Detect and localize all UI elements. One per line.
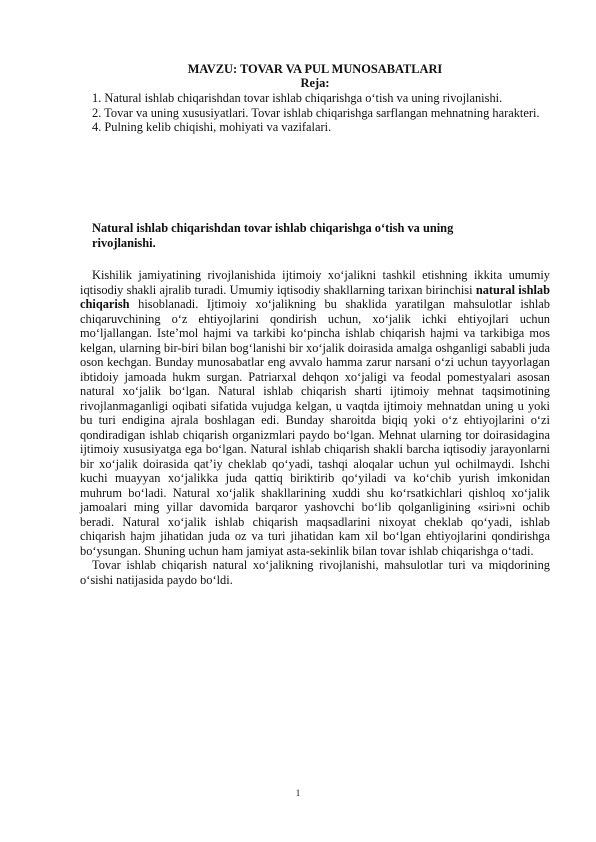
document-title: MAVZU: TOVAR VA PUL MUNOSABATLARI (187, 62, 443, 76)
paragraph-text: Kishilik jamiyatining rivojlanishida ijtimoiy xo‘jalikni tashkil etishning ikkita umumiy iqtisodiy shakli ajralib turadi. Umumiy iqtisodiy shakllarning tarixan birinchisi (80, 268, 550, 297)
paragraph: Tovar ishlab chiqarish natural xo‘jalikning rivojlanishi, mahsulotlar turi va miqdorining o‘sishi natijasida paydo bo‘ldi. (80, 558, 550, 587)
plan-item: 2. Tovar va uning xususiyatlari. Tovar ishlab chiqarishga sarflangan mehnatning harakteri. (92, 105, 540, 120)
body-text (80, 268, 550, 587)
plan-item: 1. Natural ishlab chiqarishdan tovar ishlab chiqarishga o‘tish va uning rivojlanishi. (92, 91, 503, 105)
plan-list (80, 91, 550, 135)
plan-label: Reja: (300, 76, 330, 90)
section-heading: Natural ishlab chiqarishdan tovar ishlab chiqarishga o‘tish va uning rivojlanishi. (92, 221, 454, 250)
bold-term: natural ishlab chiqarish (80, 282, 550, 311)
page-number: 1 (295, 788, 301, 798)
paragraph (80, 268, 550, 558)
paragraph-text: hisoblanadi. Ijtimoiy xo‘jalikning bu shaklida yaratilgan mahsulotlar ishlab chiqaruvchining o‘z ehtiyojlarini qondirish uchun, xo‘jalik ichki ehtiyojlari uchun mo‘ljallangan. Iste’mol hajmi va tarkibi ko‘pincha ishlab chiqarish hajmi va tarkibiga mos kelgan, ularning bir-biri bilan bog‘lanishi bir xo‘jalik doirasida amalga oshganligi sababli juda oson kechgan. Bunday munosabatlar eng avvalo hamma zarur narsani o‘zi uchun tayyorlagan ibtidoiy jamoada hukm surgan. Patriarxal dehqon xo‘jaligi va feodal pomestyalari asosan natural xo‘jalik bo‘lgan. Natural ishlab chiqarish sharti ijtimoiy mehnat taqsimotining rivojlanmaganligi oqibati sifatida vujudga kelgan, u vaqtda ijtimoiy mehnatdan uning u yoki bu turi endigina ajrala boshlagan edi. Bunday sharoitda biqiq yoki o‘z ehtiyojlarini o‘zi qondiradigan ishlab chiqarish organizmlari paydo bo‘lgan. Mehnat ularning tor doirasidagina ijtimoiy xususiyatga ega bo‘lgan. Natural ishlab chiqarish shakli barcha iqtisodiy jarayonlarni bir xo‘jalik doirasida qat’iy cheklab qo‘yadi, tashqi aloqalar uchun yul ochilmaydi. Ishchi kuchi muayyan xo‘jalikka juda qattiq biriktirib qo‘yiladi va ko‘chib yurish imkonidan muhrum bo‘ladi. Natural xo‘jalik shakllarining xuddi shu ko‘rsatkichlari qishloq xo‘jalik jamoalari ming yillar davomida barqaror yashovchi bo‘lib qolganligining «siri»ni ochib beradi. Natural xo‘jalik ishlab chiqarish maqsadlarini nixoyat cheklab qo‘yadi, ishlab chiqarish hajm jihatidan juda oz va turi jihatidan kam xil bo‘lgan ehtiyojlarini qondirishga bo‘ysungan. Shuning uchun ham jamiyat asta-sekinlik bilan tovar ishlab chiqarishga o‘tadi. (80, 297, 550, 558)
plan-item: 4. Pulning kelib chiqishi, mohiyati va vazifalari. (92, 120, 332, 134)
